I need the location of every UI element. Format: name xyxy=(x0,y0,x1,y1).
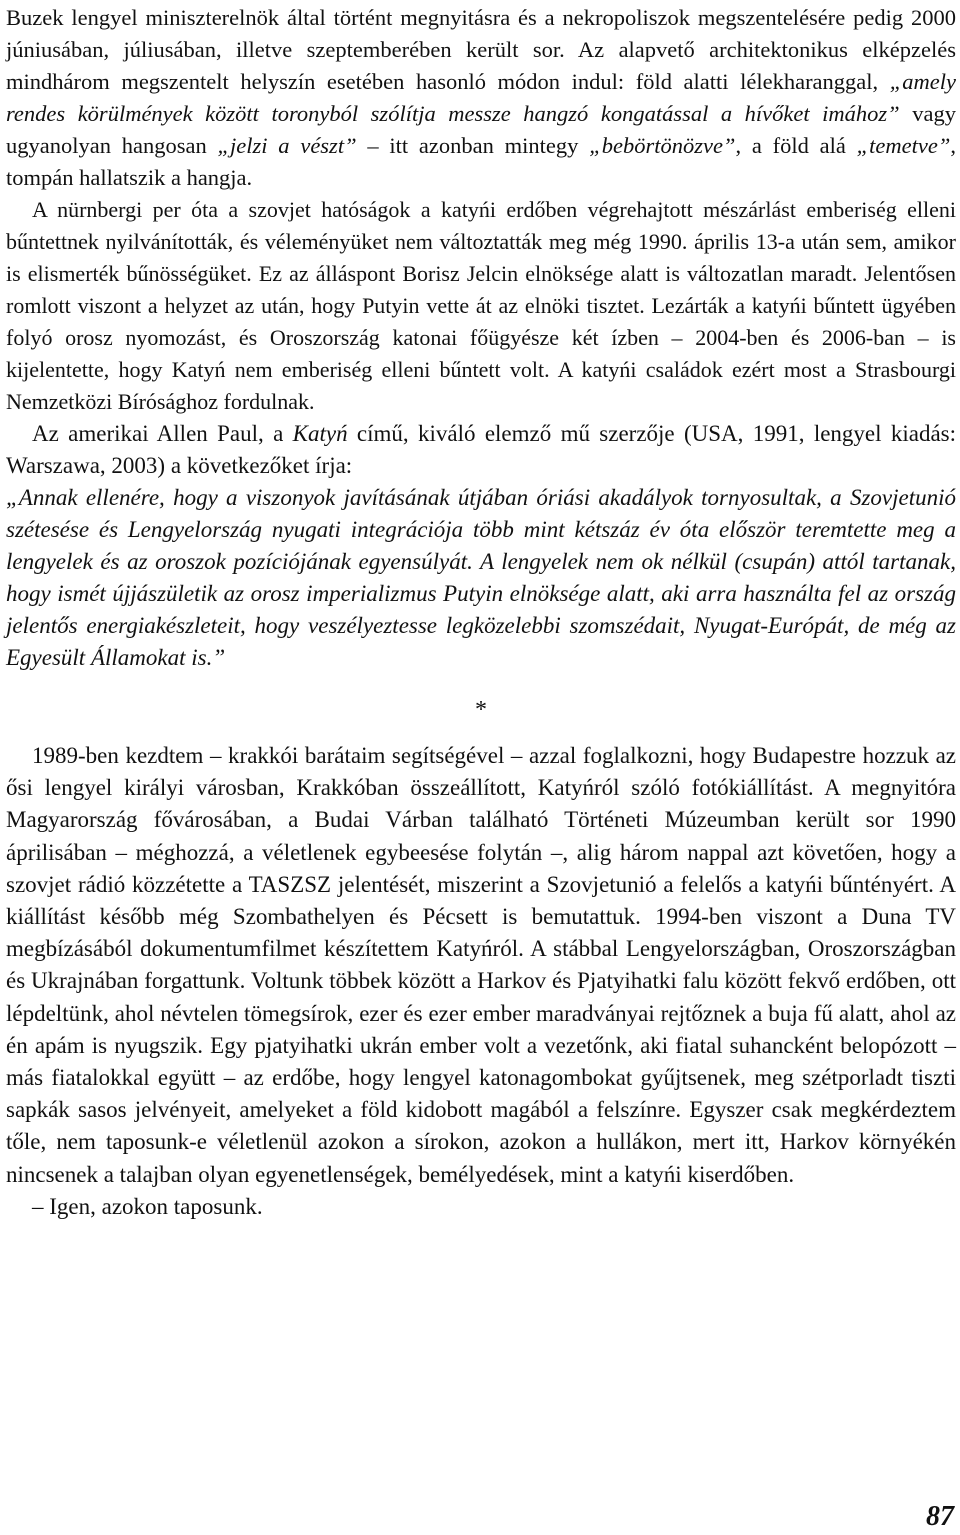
text-run: , tompán hallatszik a hangja. xyxy=(6,133,956,190)
page-number: 87 xyxy=(926,1501,954,1532)
paragraph-exhibition: 1989-ben kezdtem – krakkói barátaim segítségével – azzal foglalkozni, hogy Budapestre hozzuk az ősi lengyel királyi városban, Krakkóban összeállított, Katyńról szóló fotókiállítást. A megnyitóra Magyarország fővárosában, a Budai Várban található Történeti Múzeumban került sor 1990 áprilisában – méghozzá, a véletlenek egybeesése folytán –, alig három nappal azt követően, hogy a szovjet rádió közzétette a TASZSZ jelentését, miszerint a Szovjetunió a felelős a katyńi bűntényért. A kiállítást később még Szombathelyen és Pécsett is bemutattuk. 1994-ben viszont a Duna TV megbízásából dokumentumfilmet készítettem Katyńról. A stábbal Lengyelországban, Oroszországban és Ukrajnában forgattunk. Voltunk többek között a Harkov és Pjatyihatki falu között fekvő erdőben, ott lépdeltünk, ahol névtelen tömegsírok, ezer és ezer ember maradványai rejtőznek a buja fű alatt, ahol az én apám is nyugszik. Egy pjatyihatki ukrán ember volt a vezetőnk, aki fiatal suhancként belopózott – más fiatalokkal együtt – az erdőbe, hogy lengyel katonagombokat gyűjtsenek, meg szétporladt tiszti sapkák sasos jelvényeit, amelyeket a föld kidobott magából a felszínre. Egyszer csak megkérdeztem tőle, nem taposunk-e véletlenül azokon a sírokon, azokon a hullákon, mert itt, Harkov környékén nincsenek a talajban olyan egyenetlenségek, bemélyedések, mint a katyńi kiserdőben. xyxy=(6,743,956,1187)
text-run: című, kiváló elemző mű szerzője (USA, 1991, lengyel kiadás: Warszawa, 2003) a következőket írja: xyxy=(6,421,957,478)
text-run: – itt azonban mintegy xyxy=(356,133,590,158)
text-run: Az amerikai Allen Paul, a xyxy=(32,421,293,446)
block-quote: „Annak ellenére, hogy a viszonyok javításának útjában óriási akadályok tornyosultak, a Szovjetunió szétesése és Lengyelország nyugati integrációja több mint kétszáz év óta először teremtette meg a lengyelek és az oroszok pozíciójának egyensúlyát. A lengyelek nem ok nélkül (csupán) attól tartanak, hogy ismét újjászületik az orosz imperializmus Putyin elnöksége alatt, aki arra használta fel az ország jelentős energiakészleteit, hogy veszélyeztesse legközelebbi szomszédait, Nyugat-Európát, de még az Egyesült Államokat is.” xyxy=(6,485,956,670)
section-separator: * xyxy=(475,697,487,723)
quoted-phrase: „amely rendes körülmények között toronyból szólítja messze hangzó kongatással a hívőket imához” xyxy=(6,69,956,126)
quoted-phrase: „temetve” xyxy=(856,133,951,158)
paragraph-consecration xyxy=(6,2,956,194)
quoted-phrase: „jelzi a vészt” xyxy=(217,133,357,158)
quoted-phrase: „bebörtönözve” xyxy=(589,133,736,158)
book-title: Katyń xyxy=(292,421,348,446)
dialogue-line: – Igen, azokon taposunk. xyxy=(32,1193,263,1219)
paragraph-allen-paul xyxy=(6,418,956,482)
text-run: vagy ugyanolyan hangosan xyxy=(6,101,956,158)
text-run: Buzek lengyel miniszterelnök által történt megnyitásra és a nekropoliszok megszentelésére pedig 2000 júniusában, júliusában, illetve szeptemberében került sor. Az alapvető architektonikus elképzelés mindhárom megszentelt helyszín esetében hasonló módon indul: föld alatti lélekharanggal, xyxy=(6,5,956,94)
text-run: , a föld alá xyxy=(735,133,857,158)
page-body xyxy=(6,2,956,1223)
paragraph-nuremberg: A nürnbergi per óta a szovjet hatóságok a katyńi erdőben végrehajtott mészárlást emberiség elleni bűntettnek nyilvánították, és véleményüket nem változtatták meg még 1990. április 13-a után sem, amikor is elismerték bűnösségüket. Ez az álláspont Borisz Jelcin elnöksége alatt is változatlan maradt. Jelentősen romlott viszont a helyzet az után, hogy Putyin vette át az elnöki tisztet. Lezárták a katyńi bűntett ügyében folyó orosz nyomozást, és Oroszország katonai főügyésze két ízben – 2004-ben és 2006-ban – is kijelentette, hogy Katyń nem emberiség elleni bűntett volt. A katyńi családok ezért most a Strasbourgi Nemzetközi Bírósághoz fordulnak. xyxy=(6,197,956,414)
